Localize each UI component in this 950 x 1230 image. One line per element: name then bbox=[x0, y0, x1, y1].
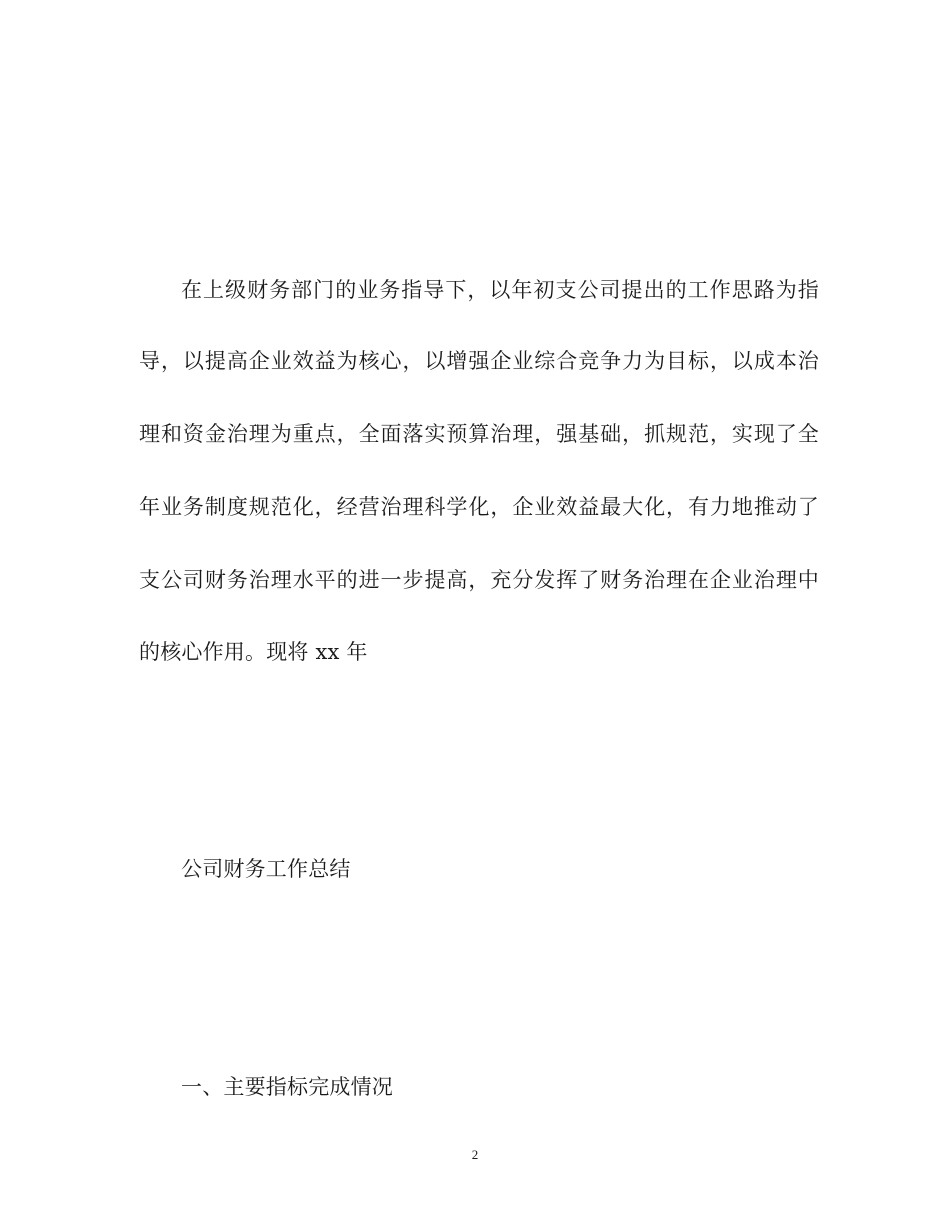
section-heading: 一、主要指标完成情况 bbox=[181, 1075, 393, 1099]
page-number: 2 bbox=[471, 1147, 479, 1162]
paragraph-line: 理和资金治理为重点，全面落实预算治理，强基础，抓规范，实现了全 bbox=[139, 422, 819, 446]
paragraph-line: 年业务制度规范化，经营治理科学化，企业效益最大化，有力地推动了 bbox=[139, 495, 819, 519]
paragraph-line: 的核心作用。现将 xx 年 bbox=[139, 640, 368, 664]
paragraph-line: 支公司财务治理水平的进一步提高，充分发挥了财务治理在企业治理中 bbox=[139, 568, 819, 592]
paragraph-line: 导，以提高企业效益为核心，以增强企业综合竞争力为目标，以成本治 bbox=[139, 349, 819, 373]
paragraph-line: 在上级财务部门的业务指导下，以年初支公司提出的工作思路为指 bbox=[181, 278, 819, 302]
document-subtitle: 公司财务工作总结 bbox=[181, 857, 351, 881]
